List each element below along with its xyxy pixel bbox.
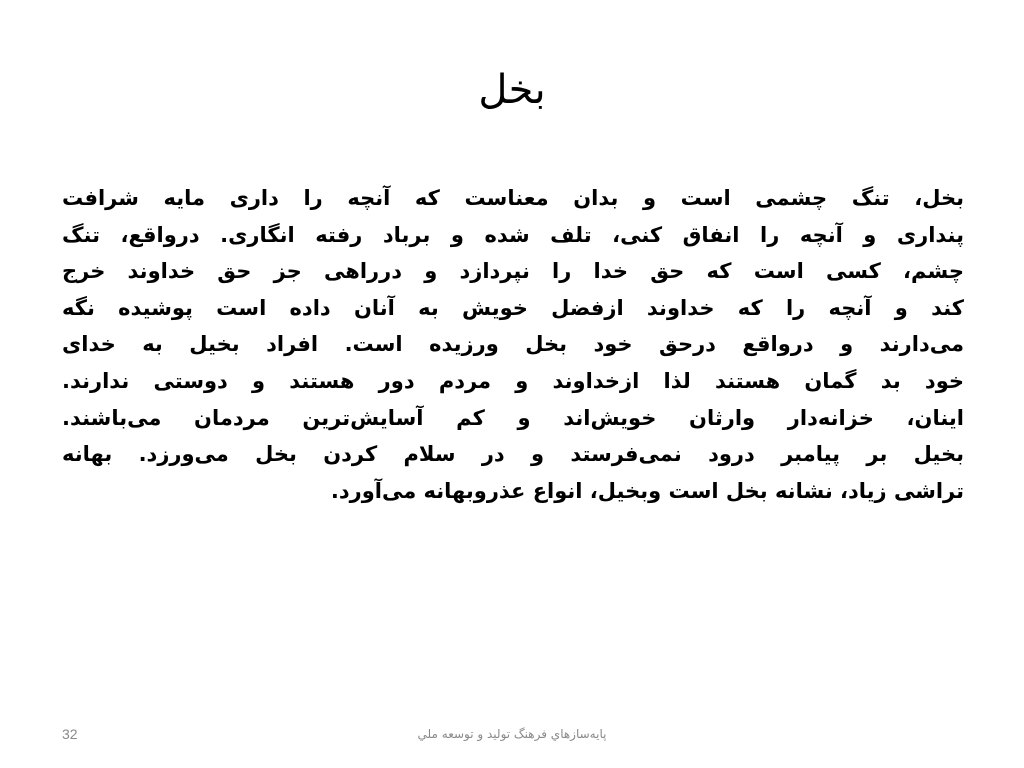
body-line-3: چشم، کسی است که حق خدا را نپردازد و درراهی جز حق خداوند خرج	[62, 259, 964, 284]
body-line-5: می‌دارند و درواقع درحق خود بخل ورزیده است. افراد بخیل به خدای	[62, 332, 964, 357]
body-line-9: تراشی زیاد، نشانه بخل است وبخیل، انواع عذروبهانه می‌آورد.	[330, 478, 964, 503]
footer-text: پايه‌سازهاي فرهنگ توليد و توسعه ملي	[417, 727, 607, 741]
body-line-1: بخل، تنگ چشمی است و بدان معناست که آنچه را داری مایه شرافت	[62, 186, 964, 210]
slide-body	[62, 180, 964, 509]
page-number: 32	[62, 726, 78, 742]
slide-footer	[0, 722, 1024, 746]
slide-title: بخل	[478, 67, 546, 113]
body-line-2: پنداری و آنچه را انفاق کنی، تلف شده و برباد رفته انگاری. درواقع، تنگ	[62, 222, 964, 247]
body-line-8: بخیل بر پیامبر درود نمی‌فرستد و در سلام کردن بخل می‌ورزد. بهانه	[62, 442, 964, 467]
body-line-6: خود بد گمان هستند لذا ازخداوند و مردم دور هستند و دوستی ندارند.	[62, 368, 964, 393]
body-line-4: کند و آنچه را که خداوند ازفضل خویش به آنان داده است پوشیده نگه	[62, 295, 964, 320]
body-line-7: اینان، خزانه‌دار وارثان خویش‌اند و کم آسایش‌ترین مردمان می‌باشند.	[62, 405, 964, 430]
